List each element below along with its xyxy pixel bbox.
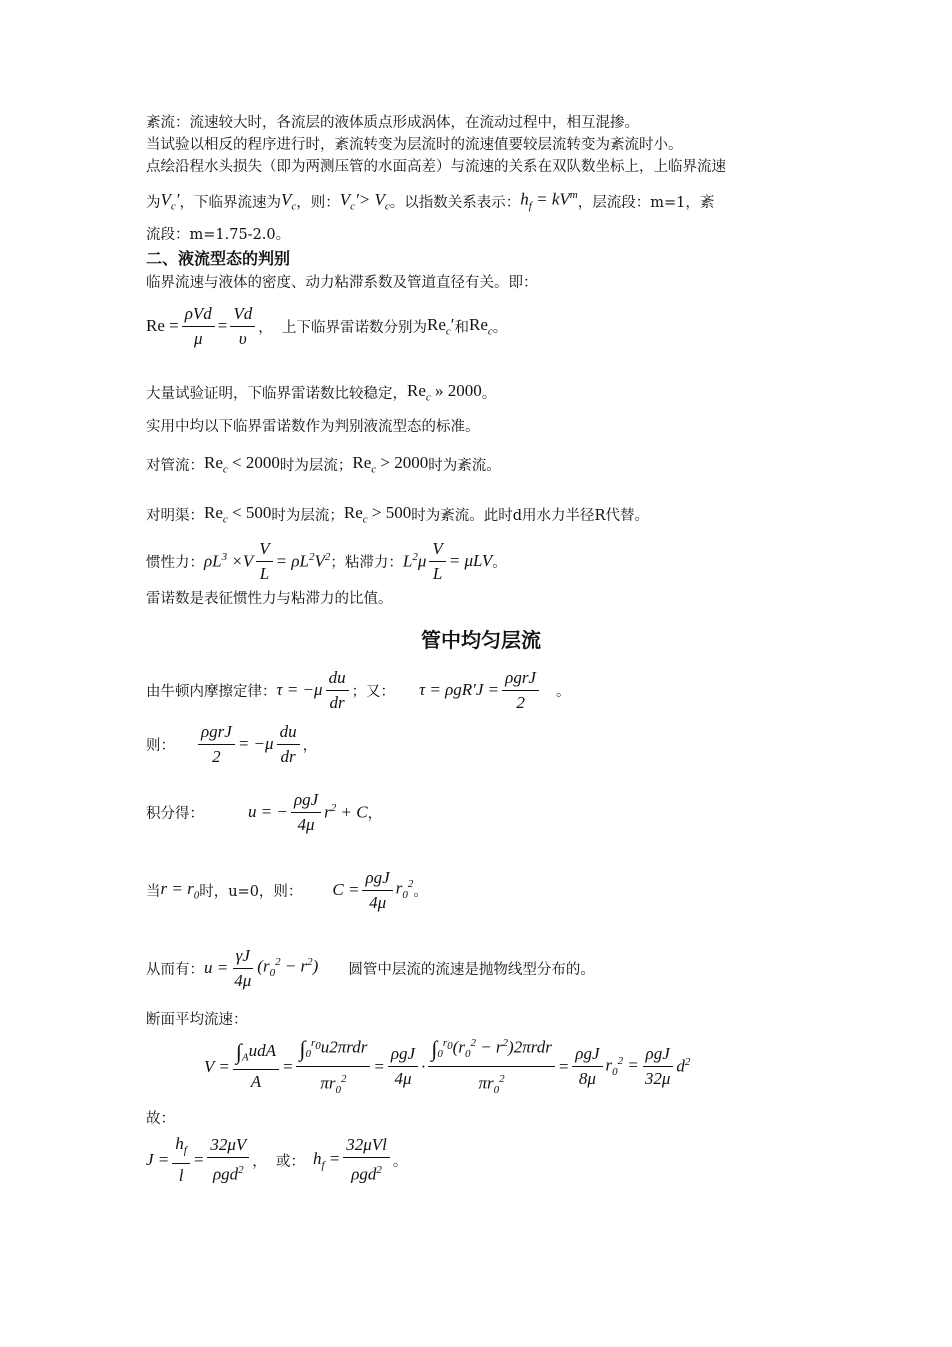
forces-line: 惯性力： $\rho L^3 \times V$ $\frac{V}{L}$ = $\rho L^2V^2$ ；粘滞力： $L^2\mu$ $\frac{V}{L}$ = μLV 。 [146, 538, 507, 583]
intro-line-4: 为 $V_c'$ ，下临界流速为 $V_c$ ，则： $V_c'> V_c$ 。以指数关系表示： $h_f = kV^m$ ，层流段：m=1，紊 [146, 189, 715, 213]
head-loss-formula: J = $\frac{h_f}{l}$ = $\frac{32\mu V}{\rho gd^2}$ ， 或： $h_f$ = $\frac{\text{32μVl}}{\rho gd^2}$ 。 [146, 1134, 408, 1185]
formula-re-nu: $\frac{Vd}{\upsilon}$ [230, 302, 255, 351]
section-heading-flow-regime: 二、液流型态的判别 [146, 249, 291, 268]
section2-para-1: 临界流速与液体的密度、动力粘滞系数及管道直径有关。即： [146, 275, 538, 291]
intro-line-2: 当试验以相反的程序进行时，紊流转变为层流时的流速值要较层流转变为紊流时小。 [146, 137, 683, 153]
velocity-distribution-line: 从而有： u = $\frac{\gamma J}{4\mu}$ $(r_0^2 - r^2)$ 圆管中层流的流速是抛物线型分布的。 [146, 945, 595, 990]
formula-velocity-compare: $V_c'> V_c$ [339, 189, 390, 213]
boundary-condition-line: 当 $r = r_0$ 时，u=0，则： C = $\frac{\text{ρgJ}}{4\mu}$ $r_0^2$ 。 [146, 867, 428, 912]
section2-para-4: 雷诺数是表征惯性力与粘滞力的比值。 [146, 591, 393, 607]
section-heading-laminar-pipe: 管中均匀层流 [421, 628, 541, 652]
equate-line: 则： $\frac{\text{ρgrJ}}{2}$ = −μ $\frac{du}{dr}$ ， [146, 721, 318, 766]
therefore-label: 故： [146, 1111, 175, 1128]
section2-para-3: 实用中均以下临界雷诺数作为判别液流型态的标准。 [146, 419, 480, 435]
formula-upper-critical-velocity: $V_c'$ [160, 189, 180, 213]
mean-velocity-formula: V = $\frac{\int_AudA}{A}$ = $\frac{\int_0^{r_0}u2\pi rdr}{\pi r_0^2}$ = $\frac{\text{ρgJ}}{4\mu}$ · $\frac{\int_0^{r_0}(r_0^2 - r^2)2\pi rdr}{\pi r_0^2}$ = $\frac{\text{ρgJ}}{8\mu}$ $r_0^2$ = $\frac{\text{ρgJ}}{32\mu}$ $d^2$ [146, 1031, 816, 1102]
document-page [146, 112, 816, 1190]
intro-line-5: 流段：m=1.75-2.0。 [146, 227, 291, 243]
channel-criterion-line: 对明渠： $Re_c < 500$ 时为层流； $Re_c > 500$ 时为紊流。此时d用水力半径R代替。 [146, 502, 649, 526]
formula-re-approx: $Re_c$ » 2000 [407, 380, 482, 404]
intro-line-1: 紊流：流速较大时，各流层的液体质点形成涡体，在流动过程中，相互混掺。 [146, 115, 639, 131]
intro-line-3: 点绘沿程水头损失（即为两测压管的水面高差）与流速的关系在双队数坐标上，上临界流速 [146, 159, 726, 175]
formula-re-rho: $\frac{\text{ρVd}}{\mu}$ [182, 302, 215, 351]
integrate-line: 积分得： u = − $\frac{\text{ρgJ}}{4\mu}$ $r^2 + C$ ， [146, 789, 383, 834]
pipe-criterion-line: 对管流： $Re_c < 2000$ 时为层流； $Re_c > 2000$ 时为紊流。 [146, 452, 501, 476]
formula-power-law: $h_f = kV^m$ [520, 189, 578, 213]
mean-velocity-label: 断面平均流速： [146, 1012, 248, 1028]
section2-para-2: 大量试验证明，下临界雷诺数比较稳定， $Re_c$ » 2000 。 [146, 380, 497, 404]
formula-lower-critical-velocity: $V_c$ [281, 189, 297, 213]
reynolds-formula-line: Re = $\frac{\text{ρVd}}{\mu}$ = $\frac{Vd}{\upsilon}$ ， 上下临界雷诺数分别为 $Re_c'$ 和 $Re_c$ 。 [146, 294, 816, 358]
newton-law-line: 由牛顿内摩擦定律： τ = −μ $\frac{du}{dr}$ ；又： τ = ρgR′J = $\frac{\text{ρgrJ}}{2}$ 。 [146, 667, 571, 712]
